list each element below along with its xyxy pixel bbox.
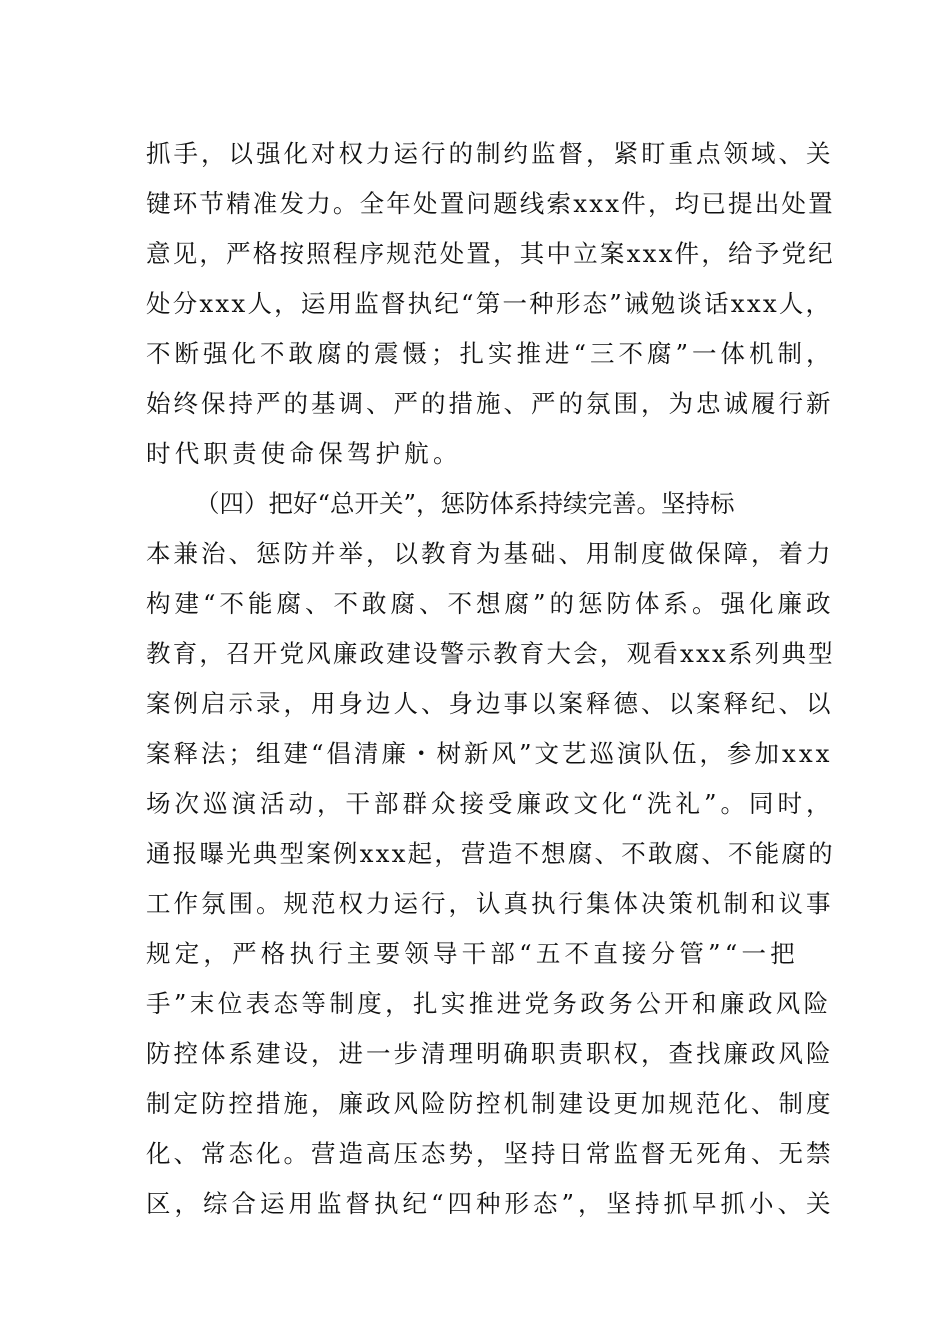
text-line: 场次巡演活动，干部群众接受廉政文化“洗礼”。同时， [146,789,835,818]
text-line: 通报曝光典型案例xxx起，营造不想腐、不敢腐、不能腐的 [146,839,835,868]
paragraph-heading-line: （四）把好“总开关”，惩防体系持续完善。坚持标 [195,489,735,518]
text-line: 键环节精准发力。全年处置问题线索xxx件，均已提出处置 [146,189,835,218]
text-line: 处分xxx人，运用监督执纪“第一种形态”诫勉谈话xxx人， [146,289,833,318]
text-line: 制定防控措施，廉政风险防控机制建设更加规范化、制度 [146,1089,834,1118]
text-line: 化、常态化。营造高压态势，坚持日常监督无死角、无禁 [146,1139,834,1168]
text-line: 抓手，以强化对权力运行的制约监督，紧盯重点领域、关 [146,139,834,168]
text-line: 手”末位表态等制度，扎实推进党务政务公开和廉政风险 [146,989,832,1018]
text-line: 规定，严格执行主要领导干部“五不直接分管”“一把 [146,939,799,968]
text-line: 防控体系建设，进一步清理明确职责职权，查找廉政风险 [146,1039,834,1068]
text-line: 案例启示录，用身边人、身边事以案释德、以案释纪、以 [146,689,834,718]
text-line: 教育，召开党风廉政建设警示教育大会，观看xxx系列典型 [146,639,835,668]
text-line: 时代职责使命保驾护航。 [146,439,462,468]
text-line: 本兼治、惩防并举，以教育为基础、用制度做保障，着力 [146,539,834,568]
text-line: 工作氛围。规范权力运行，认真执行集体决策机制和议事 [146,889,834,918]
text-line: 构建“不能腐、不敢腐、不想腐”的惩防体系。强化廉政 [146,589,835,618]
text-line: 区，综合运用监督执纪“四种形态”，坚持抓早抓小、关 [146,1189,835,1218]
text-line: 不断强化不敢腐的震慑；扎实推进“三不腐”一体机制， [146,339,835,368]
text-line: 始终保持严的基调、严的措施、严的氛围，为忠诚履行新 [146,389,834,418]
text-line: 意见，严格按照程序规范处置，其中立案xxx件，给予党纪 [146,239,835,268]
text-line: 案释法；组建“倡清廉・树新风”文艺巡演队伍，参加xxx [146,739,833,768]
